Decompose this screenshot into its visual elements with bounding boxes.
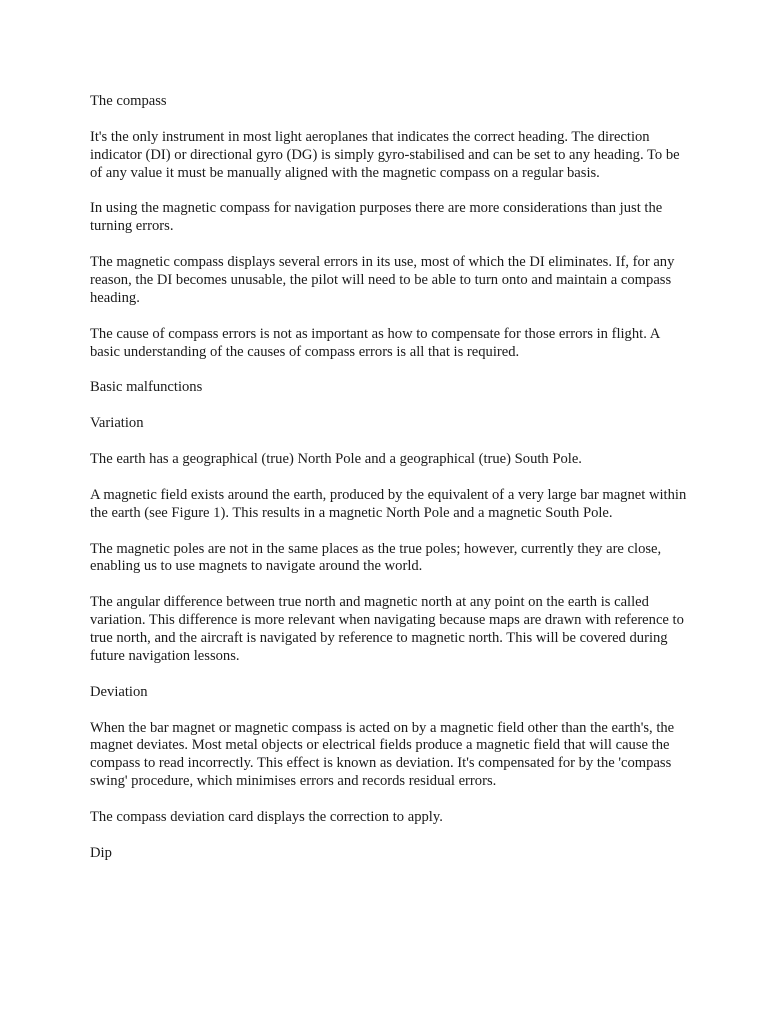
section-heading-variation: Variation bbox=[90, 415, 144, 432]
paragraph-intro-3: The magnetic compass displays several errors in its use, most of which the DI eliminates. If, for any reason, the DI becomes unusable, the pilot will need to be able to turn onto and maintain a compass heading. bbox=[90, 254, 675, 306]
paragraph-variation-3: The magnetic poles are not in the same places as the true poles; however, currently they are close, enabling us to use magnets to navigate around the world. bbox=[90, 540, 662, 575]
section-heading-dip: Dip bbox=[90, 844, 112, 861]
section-heading-basic-malfunctions: Basic malfunctions bbox=[90, 379, 203, 396]
paragraph-intro-4: The cause of compass errors is not as important as how to compensate for those errors in flight. A basic understanding of the causes of compass errors is all that is required. bbox=[90, 325, 660, 360]
paragraph-variation-1: The earth has a geographical (true) North Pole and a geographical (true) South Pole. bbox=[90, 451, 582, 468]
paragraph-intro-2: In using the magnetic compass for navigation purposes there are more considerations than just the turning errors. bbox=[90, 200, 663, 235]
paragraph-deviation-1: When the bar magnet or magnetic compass is acted on by a magnetic field other than the earth's, the magnet deviates. Most metal objects or electrical fields produce a magnetic field that will cause the compass to read incorrectly. This effect is known as deviation. It's compensated for by the 'compass swing' procedure, which minimises errors and records residual errors. bbox=[90, 719, 675, 790]
paragraph-variation-4: The angular difference between true north and magnetic north at any point on the earth is called variation. This difference is more relevant when navigating because maps are drawn with reference to true north, and the aircraft is navigated by reference to magnetic north. This will be covered during future navigation lessons. bbox=[90, 594, 684, 664]
section-heading-deviation: Deviation bbox=[90, 683, 148, 700]
paragraph-intro-1: It's the only instrument in most light aeroplanes that indicates the correct heading. The direction indicator (DI) or directional gyro (DG) is simply gyro-stabilised and can be set to any heading. To be of any value it must be manually aligned with the magnetic compass on a regular basis. bbox=[90, 128, 680, 181]
paragraph-deviation-2: The compass deviation card displays the correction to apply. bbox=[90, 809, 443, 826]
paragraph-variation-2: A magnetic field exists around the earth, produced by the equivalent of a very large bar magnet within the earth (see Figure 1). This results in a magnetic North Pole and a magnetic South Pole. bbox=[90, 486, 687, 521]
document-title: The compass bbox=[90, 93, 167, 109]
document-page bbox=[90, 93, 690, 881]
